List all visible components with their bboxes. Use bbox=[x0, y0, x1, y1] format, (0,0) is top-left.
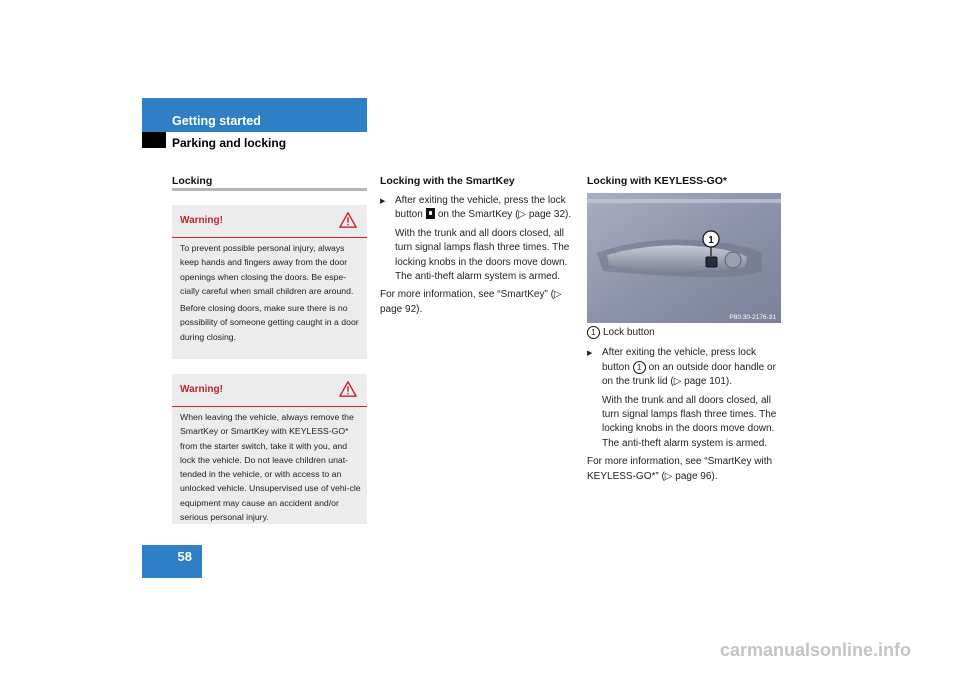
step-text: ▶ After exiting the vehicle, press lock button 1 on an outside door handle or on the trunk lid (▷ page 101). bbox=[587, 346, 782, 389]
warning-box-2 bbox=[172, 374, 367, 524]
heading-rule bbox=[172, 188, 367, 191]
section-title: Getting started bbox=[172, 114, 261, 128]
page-number: 58 bbox=[177, 549, 192, 564]
callout-1-badge: 1 bbox=[633, 361, 646, 374]
lock-icon bbox=[426, 208, 435, 219]
callout-1-label: 1 bbox=[708, 235, 714, 246]
warning-text: When leaving the vehicle, always remove the SmartKey or SmartKey with KEYLESS-GO* from the starter switch, take it with you, and lock the vehicle. Do not leave children unat-tended in the vehicle, or with access to an unlocked vehicle. Unsupervised use of vehi-cle equipment may cause an accident and/or serious personal injury. bbox=[180, 412, 361, 523]
warning-title: Warning! bbox=[180, 215, 223, 226]
more-info-text: For more information, see “SmartKey with KEYLESS-GO*” (▷ page 96). bbox=[587, 456, 773, 482]
image-code: P80.30-2176-31 bbox=[729, 314, 776, 321]
legend-item: 1 Lock button bbox=[587, 326, 782, 340]
keyless-go-instructions bbox=[587, 326, 782, 484]
section-tab bbox=[142, 132, 166, 148]
smartkey-heading: Locking with the SmartKey bbox=[380, 175, 515, 187]
locking-heading: Locking bbox=[172, 175, 213, 187]
callout-1-badge: 1 bbox=[587, 326, 600, 339]
warning-box-1 bbox=[172, 205, 367, 359]
door-handle-photo bbox=[587, 193, 781, 323]
keyless-go-heading: Locking with KEYLESS-GO* bbox=[587, 175, 728, 187]
subsection-title: Parking and locking bbox=[172, 136, 287, 150]
warning-triangle-icon bbox=[339, 380, 357, 398]
warning-divider bbox=[172, 406, 367, 407]
smartkey-instructions bbox=[380, 194, 575, 317]
warning-title: Warning! bbox=[180, 384, 223, 395]
result-text: With the trunk and all doors closed, all turn signal lamps flash three times. The locking knobs in the doors move down. The anti-theft alarm system is armed. bbox=[602, 394, 777, 449]
warning-text: To prevent possible personal injury, always keep hands and fingers away from the door openings when closing the doors. Be espe-cially careful when small children are around. Before closing doors, make sure there is no possibility of someone getting caught in a door during closing. bbox=[180, 243, 359, 342]
warning-divider bbox=[172, 237, 367, 238]
more-info-text: For more information, see “SmartKey” (▷ page 92). bbox=[380, 289, 562, 315]
watermark: carmanualsonline.info bbox=[720, 640, 912, 660]
warning-triangle-icon bbox=[339, 211, 357, 229]
step-text: ▶ After exiting the vehicle, press the lock button on the SmartKey (▷ page 32). bbox=[380, 194, 575, 223]
result-text: With the trunk and all doors closed, all turn signal lamps flash three times. The locking knobs in the doors move down. The anti-theft alarm system is armed. bbox=[395, 227, 570, 283]
